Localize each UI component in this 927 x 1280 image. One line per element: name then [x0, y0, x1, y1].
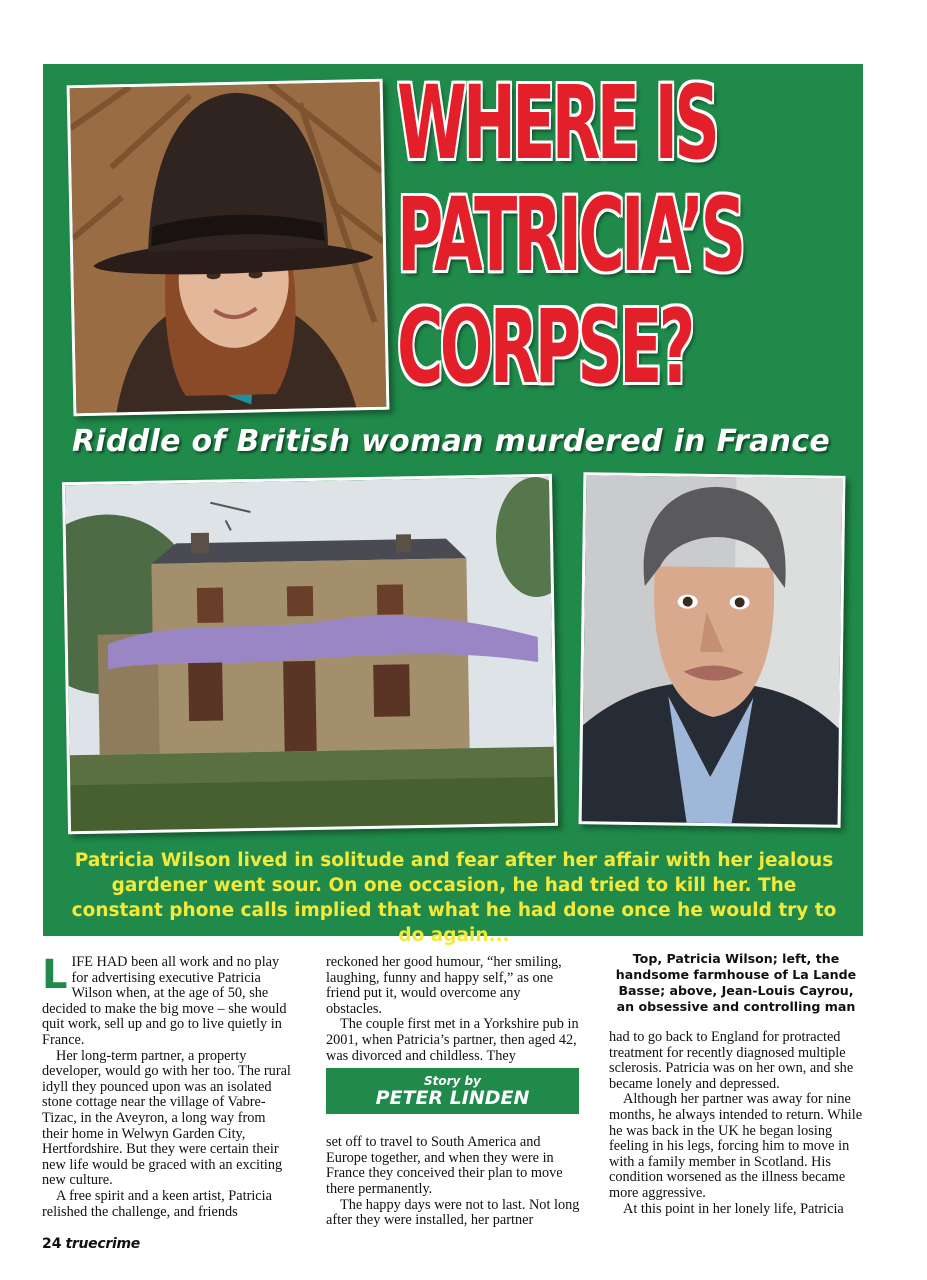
- page-number: 24: [42, 1236, 62, 1252]
- body-paragraph: IFE HAD been all work and no play for advertising executive Patricia Wilson when, at the age of 50, she decided to make the big move – she would quit work, sell up and go to live quietly in France.: [42, 954, 287, 1048]
- headline-line-2: PATRICIA’S: [397, 176, 743, 295]
- body-paragraph: A free spirit and a keen artist, Patricia relished the challenge, and friends: [42, 1187, 272, 1220]
- body-paragraph: set off to travel to South America and Europe together, and when they were in France they conceived their plan to move there permanently.: [326, 1134, 563, 1197]
- subheadline: Riddle of British woman murdered in France: [72, 424, 831, 459]
- photo-jean-louis-cayrou: [579, 472, 846, 828]
- body-paragraph: At this point in her lonely life, Patricia: [623, 1200, 844, 1217]
- body-paragraph: Although her partner was away for nine months, he always intended to return. While he was back in the UK he began losing feeling in his legs, forcing him to move in with a family member in Scotland. His condition worsened as the illness became more aggressive.: [609, 1091, 863, 1201]
- photo-patricia-wilson: [67, 79, 390, 417]
- body-column-3: [609, 1030, 863, 1217]
- headline: [397, 64, 743, 407]
- byline-prefix: Story by: [424, 1074, 481, 1088]
- byline-box: [326, 1068, 579, 1114]
- body-paragraph: reckoned her good humour, “her smiling, laughing, funny and happy self,” as one friend put it, would overcome any obstacles.: [326, 954, 562, 1017]
- magazine-brand: truecrime: [65, 1236, 140, 1252]
- headline-line-3: CORPSE?: [397, 288, 692, 407]
- body-paragraph: Her long-term partner, a property developer, would go with her too. The rural idyll they pounced upon was an isolated stone cottage near the village of Vabre-Tizac, in the Aveyron, a long way from their home in Welwyn Garden City, Hertfordshire. But they were certain their new life would be graced with an exciting new culture.: [42, 1047, 291, 1189]
- body-column-1: [42, 952, 294, 1220]
- photo-farmhouse: [62, 474, 558, 834]
- byline-author: PETER LINDEN: [375, 1087, 530, 1109]
- body-paragraph: had to go back to England for protracted treatment for recently diagnosed multiple sclerosis. Patricia was on her own, and she became lonely and depressed.: [609, 1029, 854, 1092]
- standfirst: Patricia Wilson lived in solitude and fear after her affair with her jealous gardener went sour. On one occasion, he had tried to kill her. The constant phone calls implied that what he had done once he would try to do again...: [71, 850, 837, 946]
- body-paragraph: The happy days were not to last. Not long after they were installed, her partner: [326, 1196, 580, 1229]
- headline-line-1: WHERE IS: [397, 64, 717, 183]
- photo-caption: Top, Patricia Wilson; left, the handsome farmhouse of La Lande Basse; above, Jean-Louis Cayrou, an obsessive and controlling man: [615, 951, 857, 1014]
- page-footer: [42, 1236, 140, 1252]
- body-paragraph: The couple first met in a Yorkshire pub in 2001, when Patricia’s partner, then aged 42, was divorced and childless. They: [326, 1016, 579, 1064]
- drop-cap: L: [42, 952, 68, 998]
